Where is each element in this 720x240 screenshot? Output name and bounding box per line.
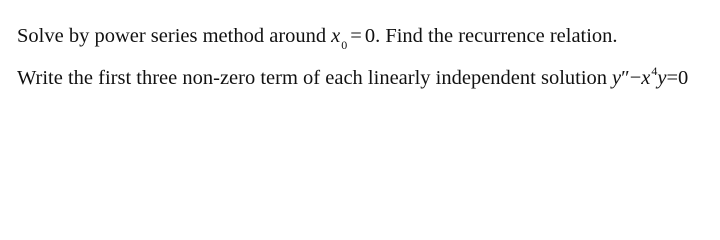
x0-value: 0 <box>364 25 376 47</box>
ode-exponent: 4 <box>651 64 658 78</box>
ode-y: y <box>612 67 622 89</box>
ode-equals: = <box>666 67 679 89</box>
equals-sign: = <box>350 25 362 47</box>
problem-line-2 <box>17 64 689 89</box>
problem-line-1 <box>17 25 618 52</box>
line-2-text: Write the first three non-zero term of each linearly independent solution <box>17 67 608 89</box>
x0-variable: x <box>331 25 341 47</box>
ode-x: x <box>641 67 651 89</box>
line-1-text-after: . Find the recurrence relation. <box>375 25 618 47</box>
line-1-text: Solve by power series method around <box>17 25 327 47</box>
x0-subscript: 0 <box>341 38 348 52</box>
ode-primes: ″ <box>621 67 630 89</box>
ode-minus: − <box>629 67 642 89</box>
ode-rhs: 0 <box>678 67 689 89</box>
ode-y2: y <box>657 67 667 89</box>
